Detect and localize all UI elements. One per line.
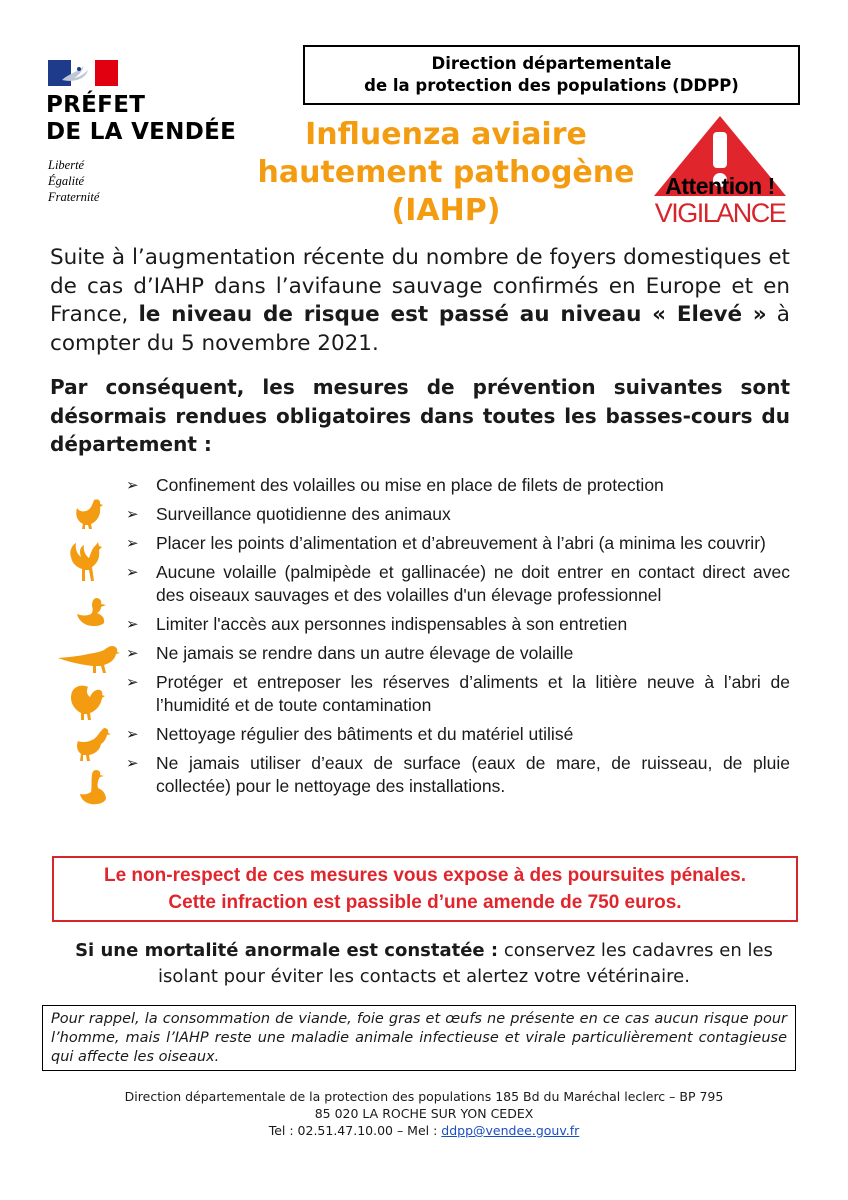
penalty-warning-box: [52, 856, 798, 922]
pheasant-icon: [56, 642, 120, 676]
measure-item: [126, 561, 790, 607]
duck-icon: [74, 595, 110, 631]
measure-text: Aucune volaille (palmipède et gallinacée) ne doit entrer en contact direct avec des oiseaux sauvages et des volailles d'un élevage professionnel: [156, 562, 790, 605]
ddpp-line1: Direction départementale: [431, 54, 672, 73]
measures-list: [126, 474, 790, 798]
motto-liberte: Liberté: [48, 158, 85, 172]
reminder-box: Pour rappel, la consommation de viande, foie gras et œufs ne présente en ce cas aucun risque pour l’homme, mais l’IAHP reste une maladie animale infectieuse et virale particulièrement contagieuse qui affecte les oiseaux.: [42, 1005, 796, 1071]
measure-item: [126, 752, 790, 798]
measure-item: [126, 613, 790, 636]
footer-address: Direction départementale de la protection des populations 185 Bd du Maréchal leclerc – BP 795: [124, 1089, 724, 1104]
attention-label: Attention !: [665, 173, 775, 199]
motto-fraternite: Fraternité: [48, 190, 100, 204]
motto-egalite: Égalité: [48, 174, 85, 188]
measure-text: Confinement des volailles ou mise en place de filets de protection: [156, 475, 664, 495]
title-line2: hautement pathogène: [257, 155, 635, 190]
email-link[interactable]: ddpp@vendee.gouv.fr: [441, 1123, 580, 1138]
measure-text: Protéger et entreposer les réserves d’aliments et la litière neuve à l’abri de l’humidité et de toute contamination: [156, 672, 790, 715]
guinea-fowl-icon: [74, 724, 112, 764]
title-line1: Influenza aviaire: [305, 117, 587, 152]
measure-text: Surveillance quotidienne des animaux: [156, 504, 451, 524]
measure-text: Limiter l'accès aux personnes indispensables à son entretien: [156, 614, 628, 634]
arrow-bullet-icon: ➢: [126, 506, 139, 523]
measure-text: Nettoyage régulier des bâtiments et du matériel utilisé: [156, 724, 574, 744]
turkey-icon: [68, 683, 110, 723]
measure-text: Ne jamais se rendre dans un autre élevage de volaille: [156, 643, 574, 663]
vigilance-label: VIGILANCE: [654, 198, 786, 228]
ddpp-line2: de la protection des populations (DDPP): [364, 76, 739, 95]
arrow-bullet-icon: ➢: [126, 645, 139, 662]
footer-contact: [60, 1122, 788, 1139]
intro-part2: à compter du 5 novembre 2021.: [50, 302, 790, 356]
footer: [60, 1088, 788, 1139]
marianne-logo: [48, 60, 118, 86]
republic-motto: [48, 157, 99, 205]
warning-line1: Le non-respect de ces mesures vous expose à des poursuites pénales.: [103, 865, 747, 886]
measure-item: [126, 474, 790, 497]
measure-text: Ne jamais utiliser d’eaux de surface (eaux de mare, de ruisseau, de pluie collectée) pour le nettoyage des installations.: [156, 753, 790, 796]
measure-item: [126, 723, 790, 746]
page-title: [256, 116, 636, 230]
hen-icon: [70, 494, 110, 534]
arrow-bullet-icon: ➢: [126, 564, 139, 581]
arrow-bullet-icon: ➢: [126, 726, 139, 743]
intro-paragraph: [50, 244, 790, 358]
intro-part1: Suite à l’augmentation récente du nombre de foyers domestiques et de cas d’IAHP dans l’avifaune sauvage confirmés en Europe et en France,: [50, 245, 790, 327]
warning-line2: Cette infraction est passible d’une amende de 750 euros.: [168, 892, 682, 913]
arrow-bullet-icon: ➢: [126, 477, 139, 494]
ddpp-header-box: [303, 45, 800, 105]
measure-item: [126, 503, 790, 526]
arrow-bullet-icon: ➢: [126, 616, 139, 633]
measure-item: [126, 671, 790, 717]
title-line3: (IAHP): [391, 193, 501, 228]
rooster-icon: [66, 541, 108, 585]
footer-phone: Tel : 02.51.47.10.00 – Mel :: [268, 1123, 442, 1138]
mortality-rest: conservez les cadavres en les isolant pour éviter les contacts et alertez votre vétérinaire.: [158, 940, 773, 987]
measure-text: Placer les points d’alimentation et d’abreuvement à l’abri (a minima les couvrir): [156, 533, 766, 553]
measure-item: [126, 642, 790, 665]
footer-city: 85 020 LA ROCHE SUR YON CEDEX: [314, 1106, 534, 1121]
prefecture-name: [46, 92, 236, 146]
consequence-paragraph: Par conséquent, les mesures de prévention suivantes sont désormais rendues obligatoires dans toutes les basses-cours du département :: [50, 375, 790, 456]
mortality-lead: Si une mortalité anormale est constatée :: [75, 940, 499, 961]
goose-icon: [76, 768, 112, 810]
measure-item: [126, 532, 790, 555]
prefet-line2: DE LA VENDÉE: [46, 119, 237, 145]
intro-risk-level: le niveau de risque est passé au niveau « Elevé »: [138, 302, 767, 327]
prefet-line1: PRÉFET: [46, 92, 146, 118]
arrow-bullet-icon: ➢: [126, 755, 139, 772]
mortality-notice: [60, 938, 788, 990]
arrow-bullet-icon: ➢: [126, 535, 139, 552]
arrow-bullet-icon: ➢: [126, 674, 139, 691]
